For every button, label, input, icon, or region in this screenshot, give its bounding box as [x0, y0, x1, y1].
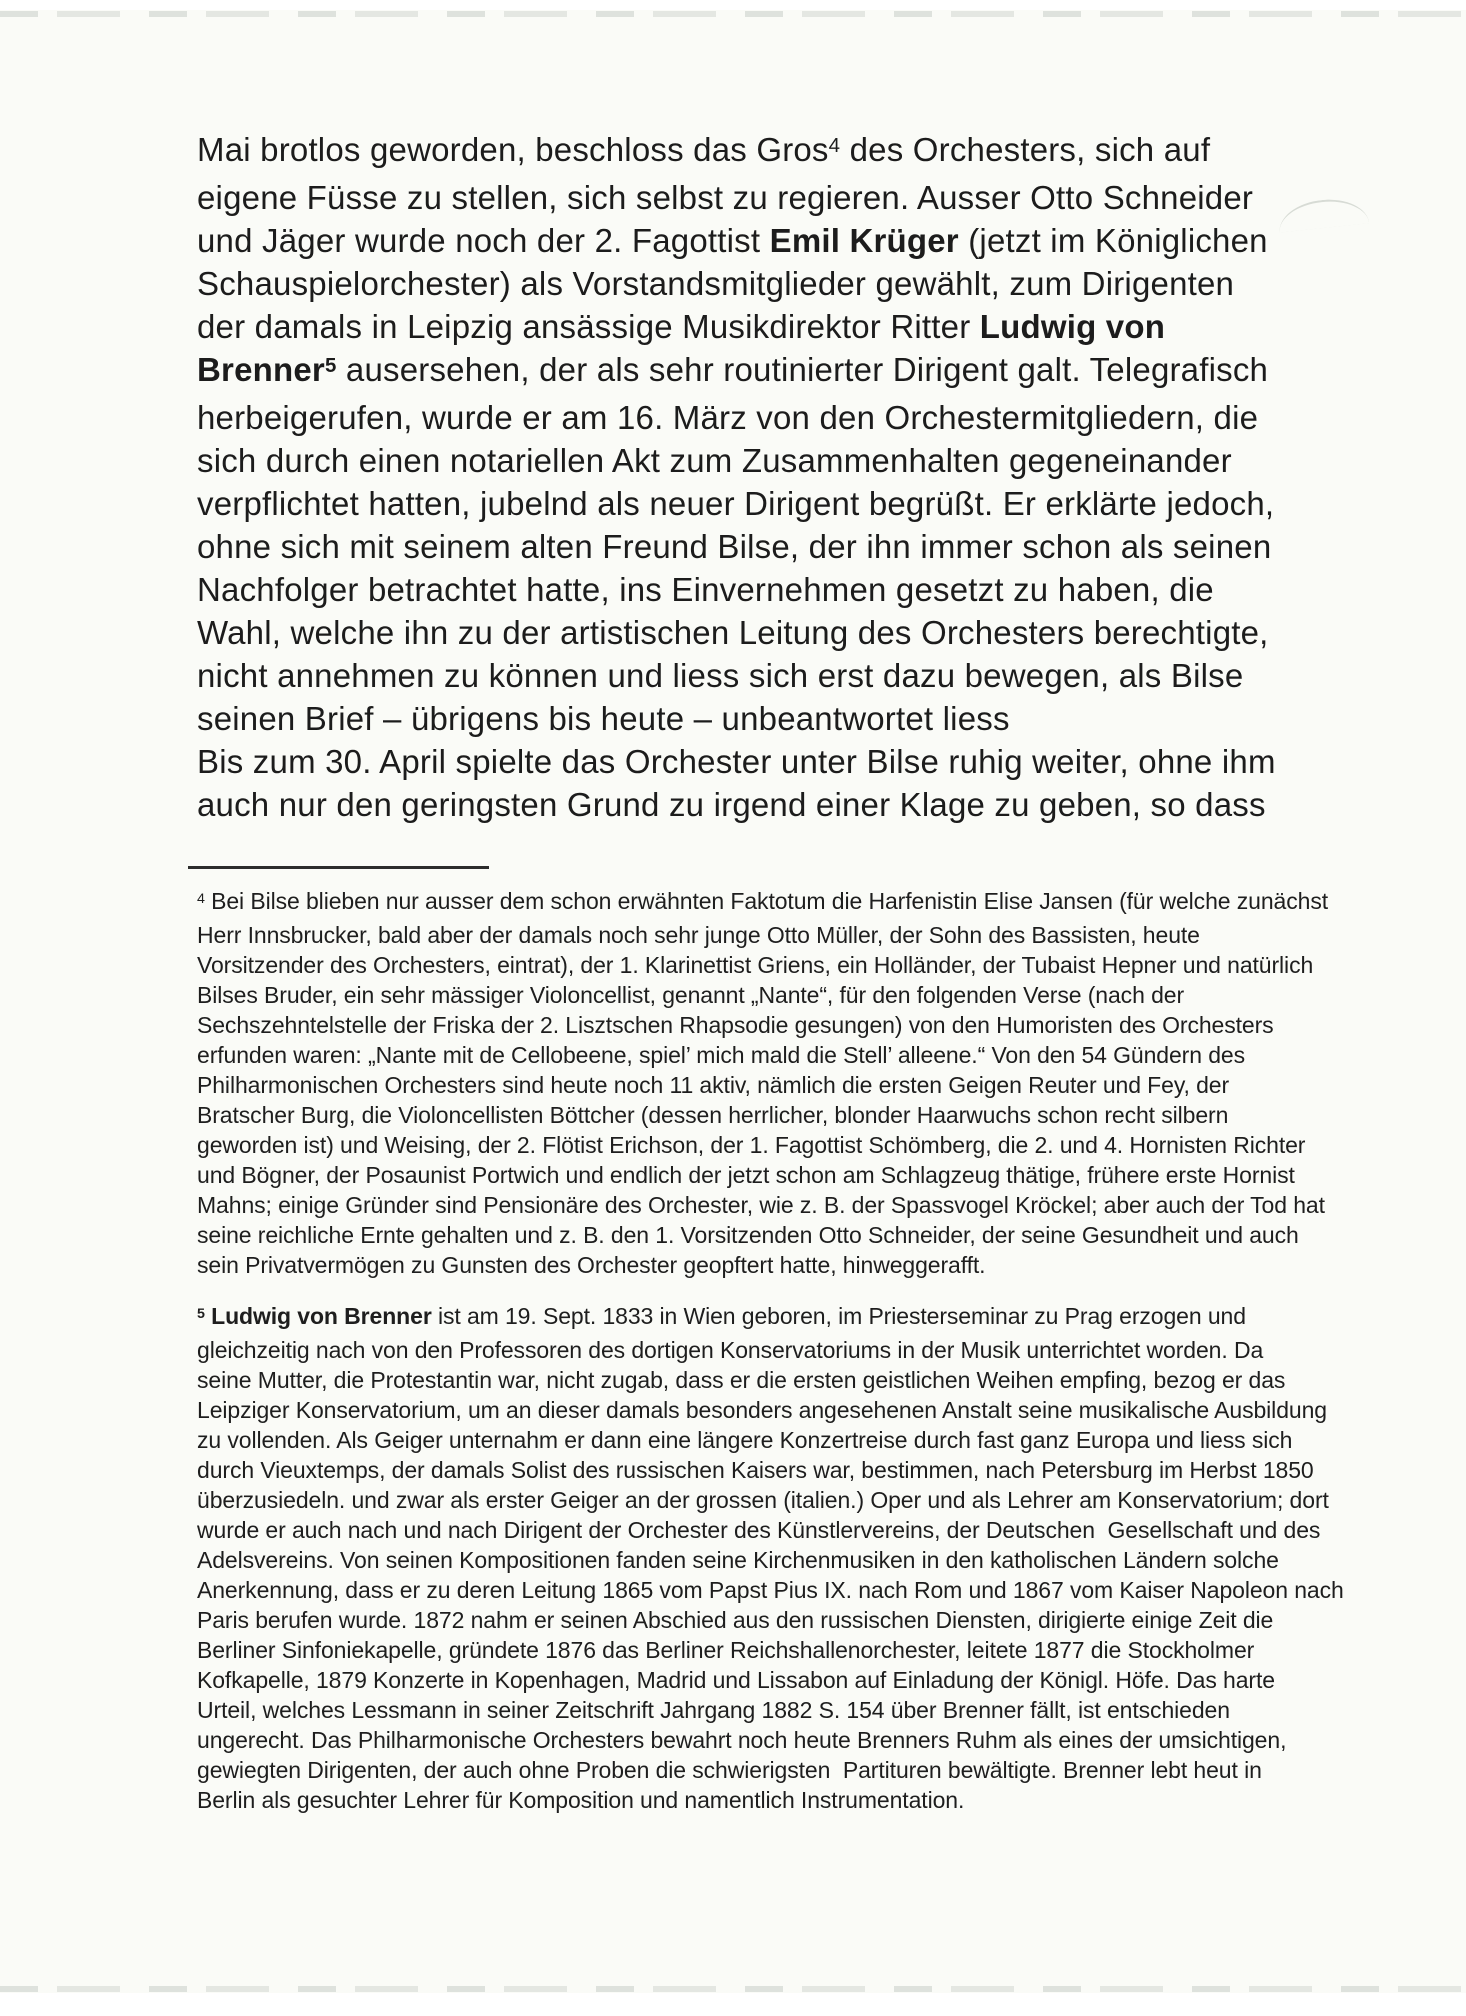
text-line: Urteil, welches Lessmann in seiner Zeitschrift Jahrgang 1882 S. 154 über Brenner fällt, ist entschieden: [197, 1697, 1230, 1723]
text-line: $^4$ Bei Bilse blieben nur ausser dem schon erwähnten Faktotum die Harfenistin Elise Jansen (für welche zunächst: [197, 888, 1329, 914]
text-line: sich durch einen notariellen Akt zum Zusammenhalten gegeneinander: [197, 442, 1232, 479]
text-line: Anerkennung, dass er zu deren Leitung 1865 vom Papst Pius IX. nach Rom und 1867 vom Kaiser Napoleon nach: [197, 1577, 1344, 1603]
text-line: und Jäger wurde noch der 2. Fagottist Emil Krüger (jetzt im Königlichen: [197, 222, 1268, 259]
text-line: zu vollenden. Als Geiger unternahm er dann eine längere Konzertreise durch fast ganz Europa und liess sich: [197, 1427, 1293, 1453]
text-line: der damals in Leipzig ansässige Musikdirektor Ritter Ludwig von: [197, 308, 1166, 345]
text-line: herbeigerufen, wurde er am 16. März von den Orchestermitgliedern, die: [197, 399, 1259, 436]
footnote-5: [197, 1301, 1412, 1815]
body-paragraph: [197, 128, 1337, 826]
text-line: Mahns; einige Gründer sind Pensionäre des Orchester, wie z. B. der Spassvogel Kröckel; aber auch der Tod hat: [197, 1192, 1325, 1218]
text-line: auch nur den geringsten Grund zu irgend einer Klage zu geben, so dass: [197, 786, 1266, 823]
text-line: und Bögner, der Posaunist Portwich und endlich der jetzt schon am Schlagzeug thätige, frühere erste Hornist: [197, 1162, 1295, 1188]
text-line: geworden ist) und Weising, der 2. Flötist Erichson, der 1. Fagottist Schömberg, die 2. und 4. Hornisten Richter: [197, 1132, 1306, 1158]
text-line: wurde er auch nach und nach Dirigent der Orchester des Künstlervereins, der Deutschen Gesellschaft und des: [197, 1517, 1321, 1543]
text-line: Leipziger Konservatorium, um an dieser damals besonders angesehenen Anstalt seine musikalische Ausbildung: [197, 1397, 1327, 1423]
text-line: erfunden waren: „Nante mit de Cellobeene, spiel’ mich mald die Stell’ alleene.“ Von den 54 Gündern des: [197, 1042, 1246, 1068]
text-line: gleichzeitig nach von den Professoren des dortigen Konservatoriums in der Musik unterrichtet worden. Da: [197, 1337, 1264, 1363]
scan-edge-bottom-artifact: [0, 1986, 1466, 1992]
text-line: Berlin als gesuchter Lehrer für Komposition und namentlich Instrumentation.: [197, 1787, 965, 1813]
text-line: Kofkapelle, 1879 Konzerte in Kopenhagen, Madrid und Lissabon auf Einladung der Königl. Höfe. Das harte: [197, 1667, 1275, 1693]
text-line: Herr Innsbrucker, bald aber der damals noch sehr junge Otto Müller, der Sohn des Bassisten, heute: [197, 922, 1200, 948]
text-line: eigene Füsse zu stellen, sich selbst zu regieren. Ausser Otto Schneider: [197, 179, 1254, 216]
text-line: Nachfolger betrachtet hatte, ins Einvernehmen gesetzt zu haben, die: [197, 571, 1214, 608]
text-line: Bratscher Burg, die Violoncellisten Böttcher (dessen herrlicher, blonder Haarwuchs schon recht silbern: [197, 1102, 1229, 1128]
page-top-margin: [0, 0, 1466, 10]
page-bottom-margin: [0, 1993, 1466, 2016]
text-line: ungerecht. Das Philharmonische Orchesters bewahrt noch heute Brenners Ruhm als eines der umsichtigen,: [197, 1727, 1287, 1753]
text-line: seinen Brief – übrigens bis heute – unbeantwortet liess: [197, 700, 1010, 737]
text-line: Sechszehntelstelle der Friska der 2. Lisztschen Rhapsodie gesungen) von den Humoristen des Orchesters: [197, 1012, 1274, 1038]
text-line: verpflichtet hatten, jubelnd als neuer Dirigent begrüßt. Er erklärte jedoch,: [197, 485, 1275, 522]
text-line: Paris berufen wurde. 1872 nahm er seinen Abschied aus den russischen Diensten, dirigierte einige Zeit die: [197, 1607, 1274, 1633]
footnote-separator: [188, 866, 489, 869]
text-line: Wahl, welche ihn zu der artistischen Leitung des Orchesters berechtigte,: [197, 614, 1269, 651]
footnote-4: [197, 886, 1412, 1280]
text-line: durch Vieuxtemps, der damals Solist des russischen Kaisers war, bestimmen, nach Petersburg im Herbst 1850: [197, 1457, 1314, 1483]
text-line: ohne sich mit seinem alten Freund Bilse, der ihn immer schon als seinen: [197, 528, 1272, 565]
text-line: sein Privatvermögen zu Gunsten des Orchester geopftert hatte, hinweggerafft.: [197, 1252, 986, 1278]
text-line: Adelsvereins. Von seinen Kompositionen fanden seine Kirchenmusiken in den katholischen Ländern solche: [197, 1547, 1279, 1573]
text-line: Bis zum 30. April spielte das Orchester unter Bilse ruhig weiter, ohne ihm: [197, 743, 1276, 780]
text-line: seine Mutter, die Protestantin war, nicht zugab, dass er die ersten geistlichen Weihen empfing, bezog er das: [197, 1367, 1286, 1393]
text-line: Mai brotlos geworden, beschloss das Gros$^4$ des Orchesters, sich auf: [197, 131, 1211, 168]
text-line: nicht annehmen zu können und liess sich erst dazu bewegen, als Bilse: [197, 657, 1244, 694]
text-line: $^5$ Ludwig von Brenner ist am 19. Sept. 1833 in Wien geboren, im Priesterseminar zu Prag erzogen und: [197, 1303, 1246, 1329]
text-line: seine reichliche Ernte gehalten und z. B. den 1. Vorsitzenden Otto Schneider, der seine Gesundheit und auch: [197, 1222, 1299, 1248]
text-line: Vorsitzender des Orchesters, eintrat), der 1. Klarinettist Griens, ein Holländer, der Tubaist Hepner und natürlich: [197, 952, 1314, 978]
text-line: Philharmonischen Orchesters sind heute noch 11 aktiv, nämlich die ersten Geigen Reuter und Fey, der: [197, 1072, 1230, 1098]
text-line: Berliner Sinfoniekapelle, gründete 1876 das Berliner Reichshallenorchester, leitete 1877 die Stockholmer: [197, 1637, 1255, 1663]
text-line: Bilses Bruder, ein sehr mässiger Violoncellist, genannt „Nante“, für den folgenden Verse (nach der: [197, 982, 1185, 1008]
text-line: überzusiedeln. und zwar als erster Geiger an der grossen (italien.) Oper und als Lehrer am Konservatorium; dort: [197, 1487, 1329, 1513]
text-line: Brenner$^5$ ausersehen, der als sehr routinierter Dirigent galt. Telegrafisch: [197, 351, 1269, 388]
text-line: gewiegten Dirigenten, der auch ohne Proben die schwierigsten Partituren bewältigte. Brenner lebt heut in: [197, 1757, 1262, 1783]
text-line: Schauspielorchester) als Vorstandsmitglieder gewählt, zum Dirigenten: [197, 265, 1235, 302]
scan-edge-top-artifact: [0, 11, 1466, 17]
